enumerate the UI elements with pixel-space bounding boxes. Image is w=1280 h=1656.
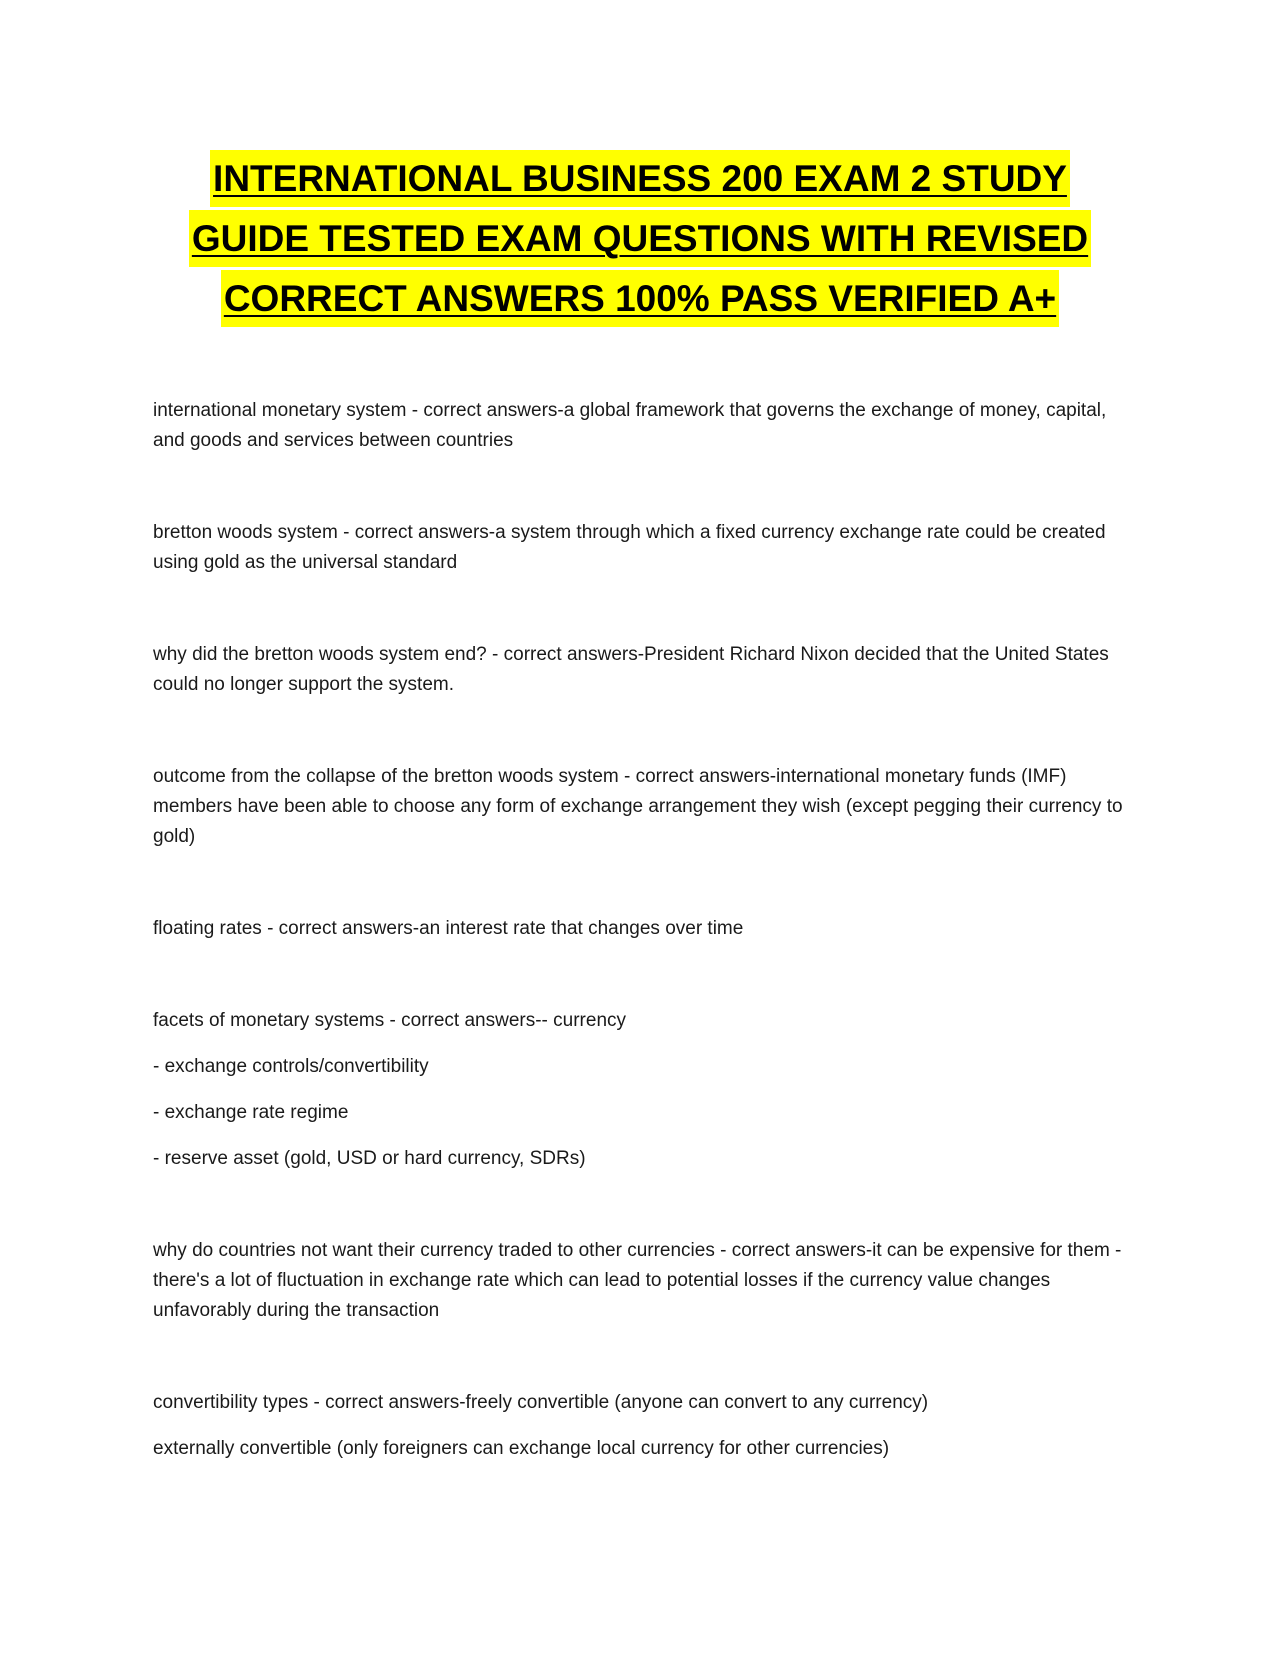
qa-text: why did the bretton woods system end? - correct answers-President Richard Nixon decided that the United States could no longer support the system. (153, 644, 1109, 695)
qa-entry (153, 1388, 1133, 1464)
title-line-1: INTERNATIONAL BUSINESS 200 EXAM 2 STUDY (210, 150, 1070, 207)
qa-entry (153, 1006, 1133, 1174)
qa-text: floating rates - correct answers-an interest rate that changes over time (153, 918, 744, 939)
title-line-3: CORRECT ANSWERS 100% PASS VERIFIED A+ (221, 270, 1059, 327)
qa-entry (153, 396, 1133, 456)
document-title (140, 150, 1140, 330)
qa-text: international monetary system - correct answers-a global framework that governs the exchange of money, capital, and goods and services between countries (153, 400, 1107, 451)
qa-list (153, 396, 1133, 1464)
qa-text: bretton woods system - correct answers-a system through which a fixed currency exchange rate could be created using gold as the universal standard (153, 522, 1106, 573)
qa-entry (153, 762, 1133, 852)
qa-text: outcome from the collapse of the bretton woods system - correct answers-international monetary funds (IMF) members have been able to choose any form of exchange arrangement they wish (except pegging their currency to gold) (153, 766, 1123, 847)
qa-text: why do countries not want their currency traded to other currencies - correct answers-it can be expensive for them - there's a lot of fluctuation in exchange rate which can lead to potential losses if the currency value changes unfavorably during the transaction (153, 1240, 1122, 1321)
qa-text: convertibility types - correct answers-freely convertible (anyone can convert to any currency) (153, 1392, 929, 1413)
qa-entry (153, 914, 1133, 944)
qa-subline: - exchange controls/convertibility (153, 1056, 429, 1077)
qa-entry (153, 1236, 1133, 1326)
title-line-2: GUIDE TESTED EXAM QUESTIONS WITH REVISED (189, 210, 1091, 267)
qa-subline: externally convertible (only foreigners can exchange local currency for other currencies) (153, 1438, 890, 1459)
qa-text: facets of monetary systems - correct answers-- currency (153, 1010, 627, 1031)
qa-subline: - exchange rate regime (153, 1102, 349, 1123)
qa-entry (153, 518, 1133, 578)
qa-subline: - reserve asset (gold, USD or hard currency, SDRs) (153, 1148, 586, 1169)
qa-entry (153, 640, 1133, 700)
